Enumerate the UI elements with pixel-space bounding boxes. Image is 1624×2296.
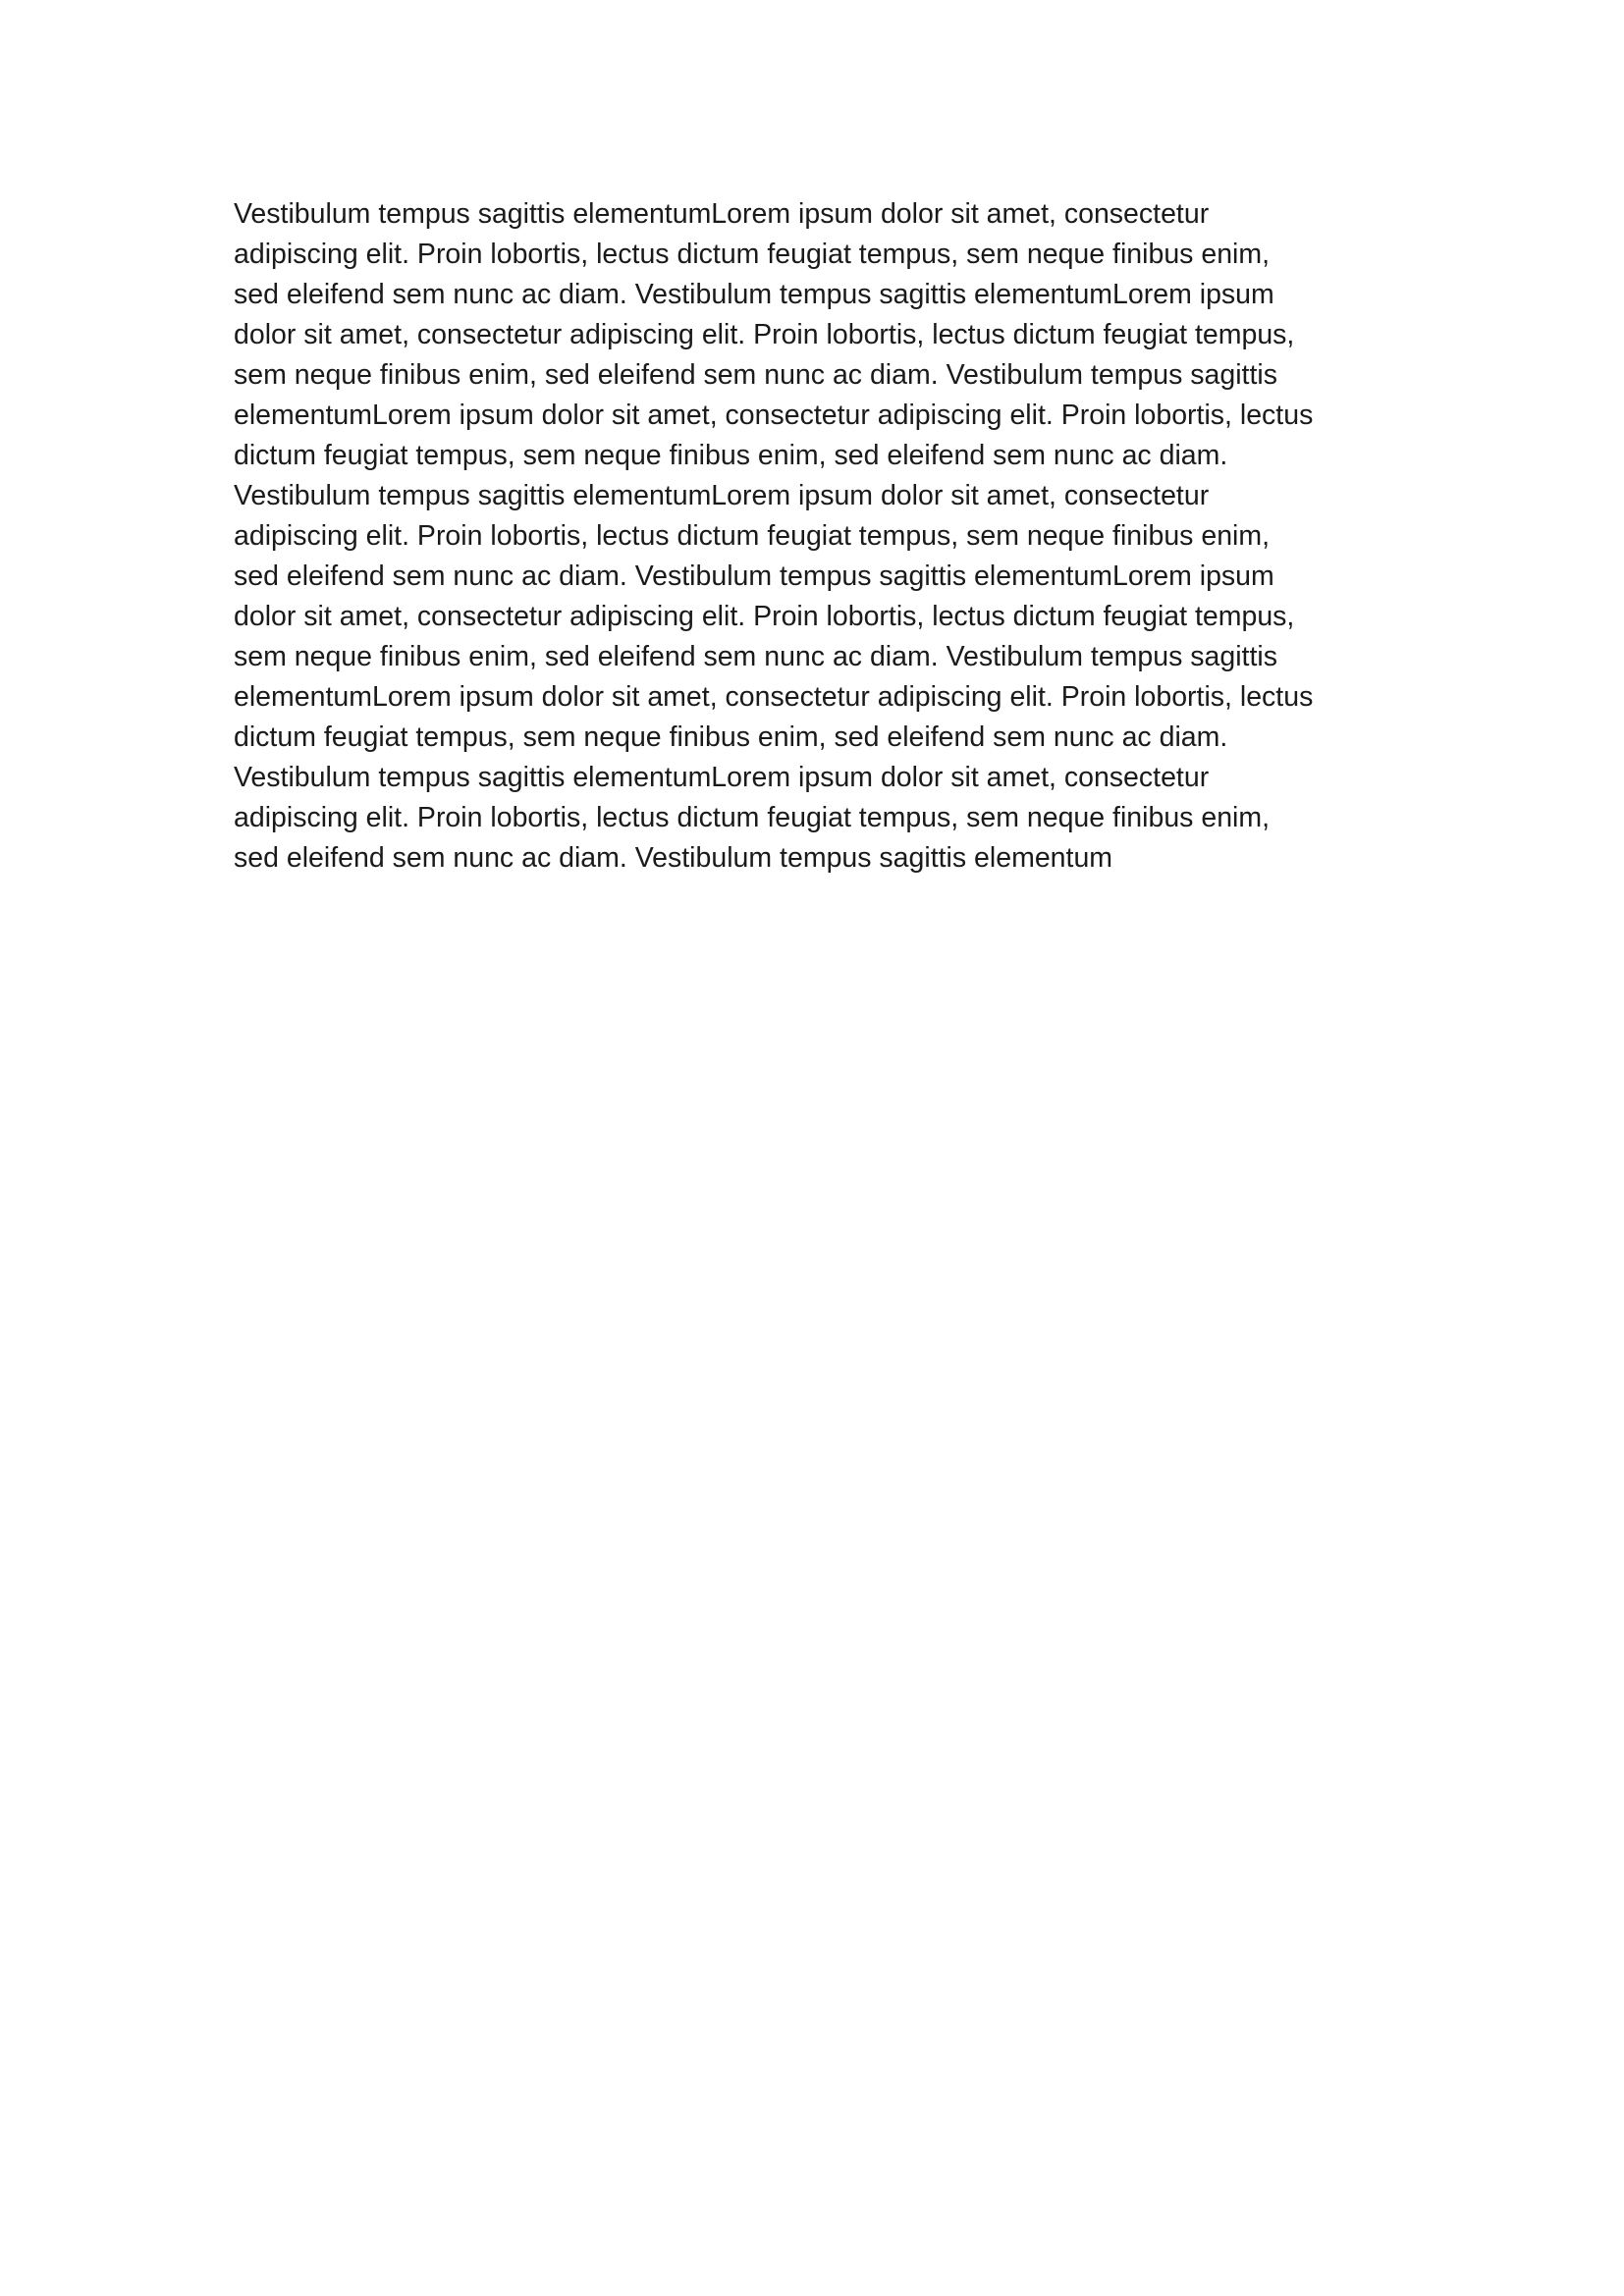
paragraph-line-16: adipiscing elit. Proin lobortis, lectus dictum feugiat tempus, sem neque finibus enim, [234,802,1271,833]
paragraph-line-2: adipiscing elit. Proin lobortis, lectus dictum feugiat tempus, sem neque finibus enim, [234,239,1271,270]
body-paragraph [234,194,1412,879]
paragraph-line-3: sed eleifend sem nunc ac diam. Vestibulum tempus sagittis elementumLorem ipsum [234,279,1274,310]
paragraph-line-13: elementumLorem ipsum dolor sit amet, consectetur adipiscing elit. Proin lobortis, lectus [234,681,1314,713]
paragraph-line-11: dolor sit amet, consectetur adipiscing elit. Proin lobortis, lectus dictum feugiat tempus, [234,601,1295,632]
paragraph-line-10: sed eleifend sem nunc ac diam. Vestibulum tempus sagittis elementumLorem ipsum [234,561,1274,592]
paragraph-line-1: Vestibulum tempus sagittis elementumLorem ipsum dolor sit amet, consectetur [234,198,1210,230]
paragraph-line-8: Vestibulum tempus sagittis elementumLorem ipsum dolor sit amet, consectetur [234,480,1210,511]
paragraph-line-14: dictum feugiat tempus, sem neque finibus enim, sed eleifend sem nunc ac diam. [234,721,1228,753]
paragraph-line-9: adipiscing elit. Proin lobortis, lectus dictum feugiat tempus, sem neque finibus enim, [234,520,1271,552]
paragraph-line-4: dolor sit amet, consectetur adipiscing elit. Proin lobortis, lectus dictum feugiat tempus, [234,319,1295,350]
paragraph-line-7: dictum feugiat tempus, sem neque finibus enim, sed eleifend sem nunc ac diam. [234,440,1228,471]
paragraph-line-17: sed eleifend sem nunc ac diam. Vestibulum tempus sagittis elementum [234,842,1113,874]
paragraph-line-6: elementumLorem ipsum dolor sit amet, consectetur adipiscing elit. Proin lobortis, lectus [234,400,1314,431]
paragraph-line-15: Vestibulum tempus sagittis elementumLorem ipsum dolor sit amet, consectetur [234,762,1210,793]
paragraph-line-12: sem neque finibus enim, sed eleifend sem nunc ac diam. Vestibulum tempus sagittis [234,641,1277,672]
paragraph-line-5: sem neque finibus enim, sed eleifend sem nunc ac diam. Vestibulum tempus sagittis [234,359,1277,391]
